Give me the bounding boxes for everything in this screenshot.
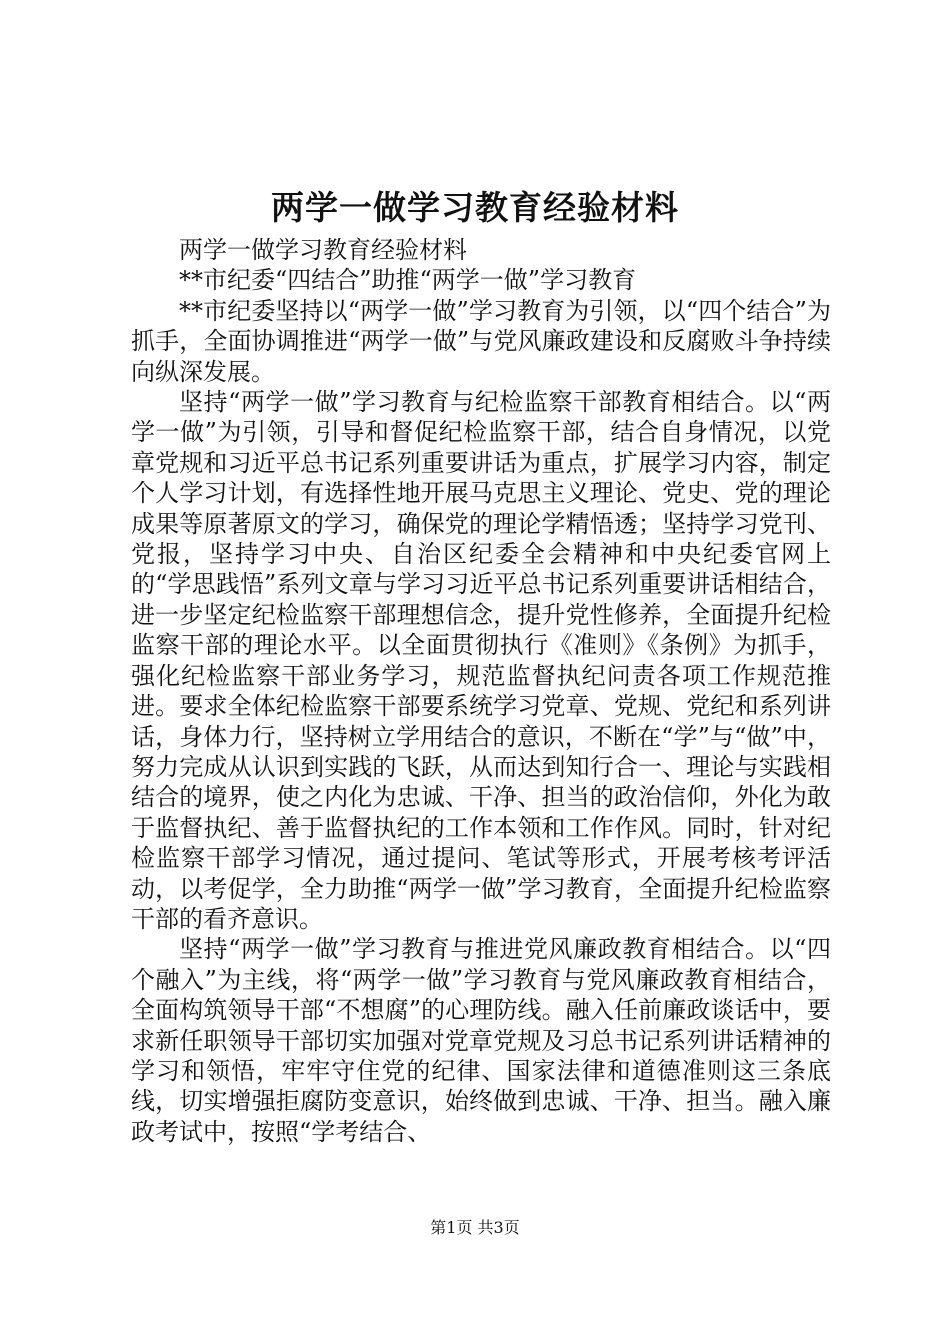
paragraph-heading: **市纪委“四结合”助推“两学一做”学习教育 (179, 266, 637, 295)
paragraph-intro: **市纪委坚持以“两学一做”学习教育为引领，以“四个结合”为抓手，全面协调推进“两学一做”与党风廉政建设和反腐败斗争持续向纵深发展。 (131, 296, 831, 386)
document-title: 两学一做学习教育经验材料 (271, 188, 679, 227)
page-number: 第1页 共3页 (430, 1218, 520, 1237)
paragraph-cadre-education: 坚持“两学一做”学习教育与纪检监察干部教育相结合。以“两学一做”为引领，引导和督促纪检监察干部，结合自身情况，以党章党规和习近平总书记系列重要讲话为重点，扩展学习内容，制定个人学习计划，有选择性地开展马克思主义理论、党史、党的理论成果等原著原文的学习，确保党的理论学精悟透；坚持学习党刊、党报，坚持学习中央、自治区纪委全会精神和中央纪委官网上的“学思践悟”系列文章与学习习近平总书记系列重要讲话相结合，进一步坚定纪检监察干部理想信念，提升党性修养，全面提升纪检监察干部的理论水平。以全面贯彻执行《准则》《条例》为抓手，强化纪检监察干部业务学习，规范监督执纪问责各项工作规范推进。要求全体纪检监察干部要系统学习党章、党规、党纪和系列讲话，身体力行，坚持树立学用结合的意识，不断在“学”与“做”中，努力完成从认识到实践的飞跃，从而达到知行合一、理论与实践相结合的境界，使之内化为忠诚、干净、担当的政治信仰，外化为敢于监督执纪、善于监督执纪的工作本领和工作作风。同时，针对纪检监察干部学习情况，通过提问、笔试等形式，开展考核考评活动，以考促学，全力助推“两学一做”学习教育，全面提升纪检监察干部的看齐意识。 (131, 388, 831, 933)
document-body (131, 235, 831, 1147)
paragraph-subtitle: 两学一做学习教育经验材料 (179, 236, 467, 264)
paragraph-integrity-education: 坚持“两学一做”学习教育与推进党风廉政教育相结合。以“四个融入”为主线，将“两学一做”学习教育与党风廉政教育相结合，全面构筑领导干部“不想腐”的心理防线。融入任前廉政谈话中，要求新任职领导干部切实加强对党章党规及习总书记系列讲话精神的学习和领悟，牢牢守住党的纪律、国家法律和道德准则这三条底线，切实增强拒腐防变意识，始终做到忠诚、干净、担当。融入廉政考试中，按照“学考结合、 (131, 935, 831, 1146)
